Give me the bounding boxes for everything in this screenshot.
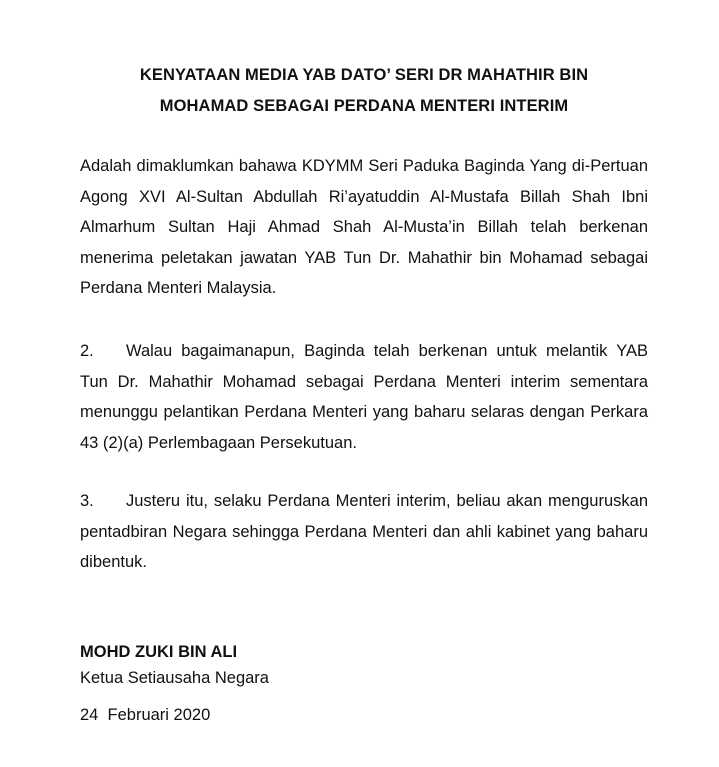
paragraph-1: [80, 151, 648, 304]
paragraph-2-text: Walau bagaimanapun, Baginda telah berkenan untuk melantik YAB Tun Dr. Mahathir Mohamad sebagai Perdana Menteri interim sementara menunggu pelantikan Perdana Menteri yang baharu selaras dengan Perkara 43 (2)(a) Perlembagaan Persekutuan.: [80, 342, 648, 452]
title-line-2: MOHAMAD SEBAGAI PERDANA MENTERI INTERIM: [159, 97, 569, 115]
paragraph-2: [80, 336, 648, 458]
paragraph-3-number: 3.: [80, 492, 94, 510]
paragraph-2-number: 2.: [80, 342, 94, 360]
signature-block: [80, 639, 269, 691]
paragraph-1-text: Adalah dimaklumkan bahawa KDYMM Seri Paduka Baginda Yang di-Pertuan Agong XVI Al-Sultan Abdullah Ri’ayatuddin Al-Mustafa Billah Shah Ibni Almarhum Sultan Haji Ahmad Shah Al-Musta’in Billah telah berkenan menerima peletakan jawatan YAB Tun Dr. Mahathir bin Mohamad sebagai Perdana Menteri Malaysia.: [80, 157, 648, 297]
title-line-1: KENYATAAN MEDIA YAB DATO’ SERI DR MAHATHIR BIN: [139, 66, 589, 84]
document-title: [80, 60, 648, 122]
signatory-title: Ketua Setiausaha Negara: [80, 669, 269, 687]
document-date: 24 Februari 2020: [80, 706, 211, 724]
signatory-name: MOHD ZUKI BIN ALI: [80, 643, 238, 661]
paragraph-3-text: Justeru itu, selaku Perdana Menteri interim, beliau akan menguruskan pentadbiran Negara sehingga Perdana Menteri dan ahli kabinet yang baharu dibentuk.: [80, 492, 648, 571]
paragraph-3: [80, 486, 648, 578]
